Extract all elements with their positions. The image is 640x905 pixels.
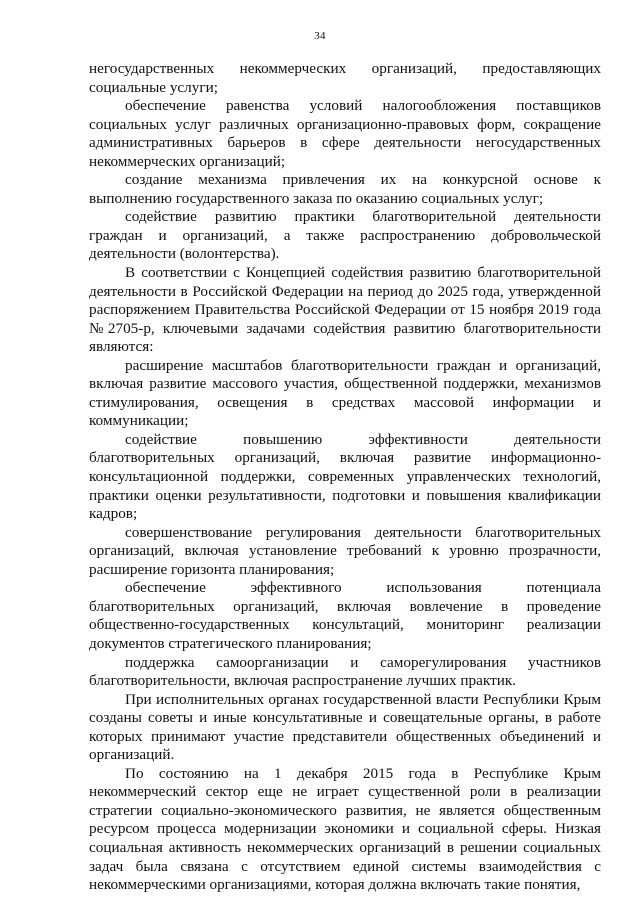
paragraph-11: При исполнительных органах государственной власти Республики Крым созданы советы и иные консультативные и совещательные органы, в работе которых принимают участие представители общественных объединений и организаций.	[89, 690, 601, 764]
paragraph-5: В соответствии с Концепцией содействия развитию благотворительной деятельности в Российской Федерации на период до 2025 года, утвержденной распоряжением Правительства Российской Федерации от 15 ноября 2019 года №2705-р, ключевыми задачами содействия развитию благотворительности являются:	[89, 264, 601, 356]
paragraph-2: обеспечение равенства условий налогообложения поставщиков социальных услуг различных организационно-правовых форм, сокращение административных барьеров в сфере деятельности негосударственных некоммерческих организаций;	[89, 97, 601, 170]
paragraph-6: расширение масштабов благотворительности граждан и организаций, включая развитие массового участия, общественной поддержки, механизмов стимулирования, освещения в средствах массовой информации и коммуникации;	[89, 356, 601, 430]
paragraph-9: обеспечение эффективного использования потенциала благотворительных организаций, включая вовлечение в проведение общественно-государственных консультаций, мониторинг реализации документов стратегического планирования;	[89, 579, 601, 652]
paragraph-1: негосударственных некоммерческих организаций, предоставляющих социальные услуги;	[89, 60, 601, 96]
paragraph-10: поддержка самоорганизации и саморегулирования участников благотворительности, включая распространение лучших практик.	[89, 653, 601, 690]
paragraph-12: По состоянию на 1 декабря 2015 года в Республике Крым некоммерческий сектор еще не играет существенной роли в реализации стратегии социально-экономического развития, не является общественным ресурсом процесса модернизации экономики и социальной сферы. Низкая социальная активность некоммерческих организаций в решении социальных задач была связана с отсутствием единой системы взаимодействия с некоммерческими организациями, которая должна включать такие понятия,	[89, 764, 601, 894]
paragraph-4: содействие развитию практики благотворительной деятельности граждан и организаций, а также распространению добровольческой деятельности (волонтерства).	[89, 208, 601, 263]
paragraph-3: создание механизма привлечения их на конкурсной основе к выполнению государственного заказа по оказанию социальных услуг;	[89, 171, 601, 207]
paragraph-8: совершенствование регулирования деятельности благотворительных организаций, включая установление требований к уровню прозрачности, расширение горизонта планирования;	[89, 523, 601, 578]
page-number: 34	[314, 30, 326, 42]
body-text	[89, 60, 601, 895]
paragraph-7: содействие повышению эффективности деятельности благотворительных организаций, включая развитие информационно-консультационной поддержки, современных управленческих технологий, практики оценки результативности, подготовки и повышения квалификации кадров;	[89, 430, 601, 523]
